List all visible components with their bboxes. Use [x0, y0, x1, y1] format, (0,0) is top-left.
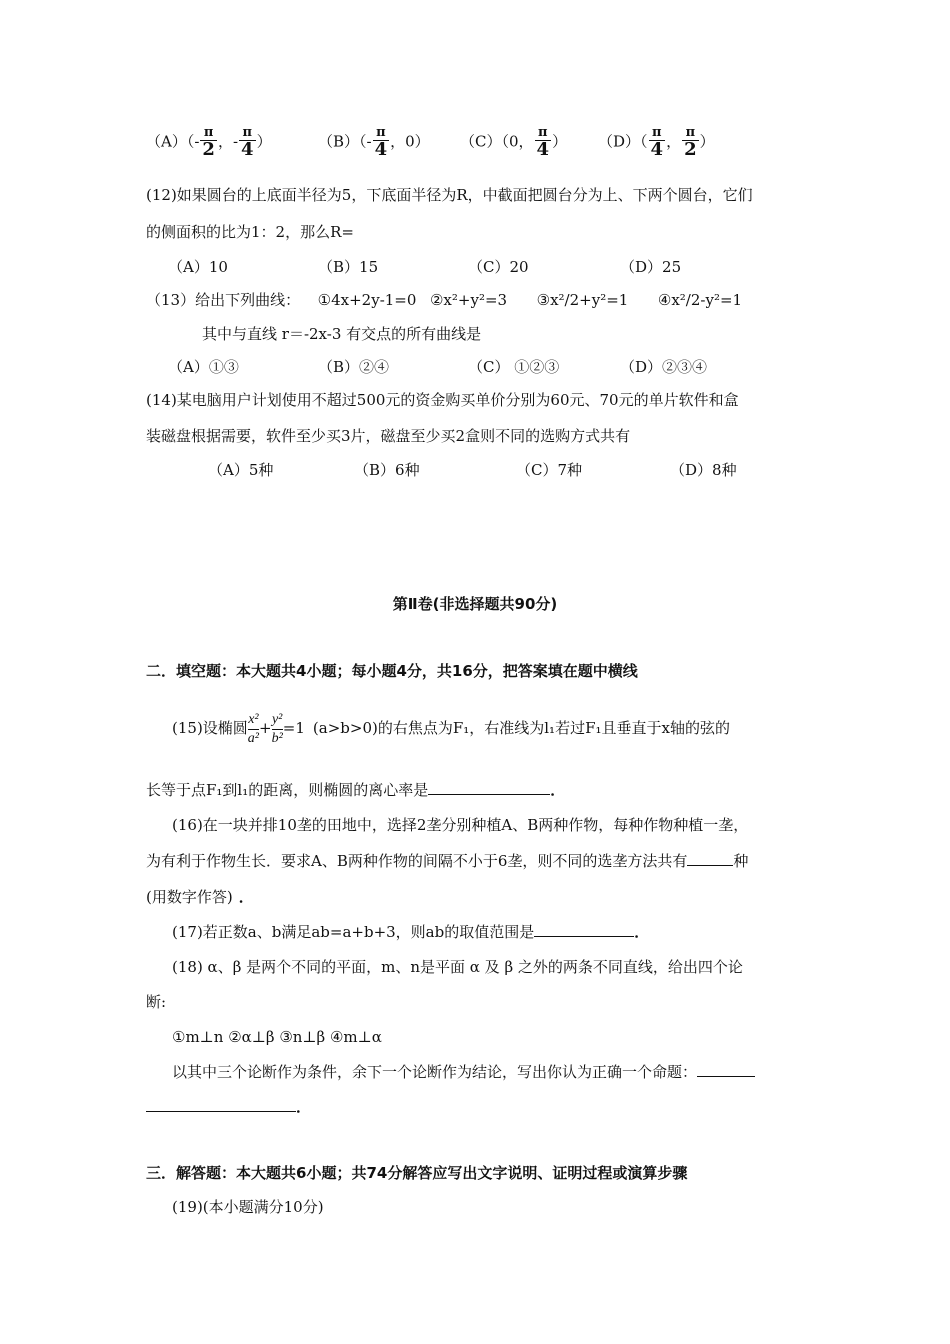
answer-blank: [697, 1062, 755, 1077]
period: ．: [238, 888, 254, 906]
q18-line5: [146, 1097, 311, 1117]
paren-close: ）: [552, 132, 568, 151]
q16-line1: (16)在一块并排10垄的田地中，选择2垄分别种植A、B两种作物，每种作物种植一垄，: [172, 816, 749, 834]
minus-sign: -: [366, 132, 372, 151]
q13-line1: [146, 290, 742, 310]
option-label: （C）（0，: [460, 132, 534, 151]
fraction: [373, 126, 390, 159]
q13-curve-1: ①4x+2y-1=0: [317, 291, 417, 309]
q14-line1: (14)某电脑用户计划使用不超过500元的资金购买单价分别为60元、70元的单片软件和盒: [146, 391, 739, 409]
q17-line: [172, 922, 649, 942]
q12-option-c: （C）20: [468, 258, 529, 276]
q11-option-c: [460, 126, 567, 159]
comma: ，: [666, 132, 682, 151]
q16-note: (用数字作答): [146, 888, 233, 906]
fraction-numerator: π: [242, 125, 253, 140]
fraction-denominator: 4: [650, 139, 664, 160]
q13-curve-3: ③x²/2+y²=1: [536, 291, 629, 309]
fraction-numerator: y²: [271, 711, 283, 727]
fraction-numerator: π: [685, 125, 696, 140]
q14-option-a: （A）5种: [208, 461, 274, 479]
period: ．: [634, 923, 650, 941]
q18-line3: ①m⊥n ②α⊥β ③n⊥β ④m⊥α: [172, 1028, 382, 1046]
q16-line3: [146, 887, 254, 907]
q12-option-b: （B）15: [318, 258, 379, 276]
fraction-denominator: 4: [536, 139, 550, 160]
q14-option-b: （B）6种: [354, 461, 420, 479]
q18-line2: 断:: [146, 993, 167, 1011]
q15-line2: [146, 780, 565, 800]
period: ．: [296, 1098, 312, 1116]
q12-option-d: （D）25: [620, 258, 682, 276]
fraction-numerator: π: [538, 125, 548, 140]
answer-blank: [687, 851, 733, 866]
fraction-denominator: 4: [241, 139, 254, 160]
q12-option-a: （A）10: [168, 258, 228, 276]
q13-curve-4: ④x²/2-y²=1: [657, 291, 743, 309]
fraction-y: [272, 711, 283, 748]
q13-option-b: （B）②④: [318, 358, 390, 376]
answer-blank: [428, 780, 550, 795]
fraction-numerator: π: [203, 125, 214, 140]
q11-option-a: [146, 126, 272, 159]
q14-option-c: （C）7种: [516, 461, 583, 479]
fraction-denominator: b²: [271, 730, 283, 746]
fraction: [535, 126, 552, 159]
fraction-denominator: a²: [247, 730, 259, 746]
period: ．: [550, 781, 566, 799]
q13-option-c: （C） ①②③: [468, 358, 560, 376]
q12-line2: 的侧面积的比为1：2，那么R=: [146, 223, 354, 241]
q16-line2: [146, 851, 748, 871]
q13-option-d: （D）②③④: [620, 358, 708, 376]
fraction-x: [248, 711, 259, 748]
q17-text: (17)若正数a、b满足ab=a+b+3，则ab的取值范围是: [172, 923, 535, 941]
plus-sign: +: [259, 719, 272, 737]
answer-blank: [534, 922, 634, 937]
equals-one: =1: [282, 719, 305, 737]
q11-option-b: [318, 126, 430, 159]
q15-rest: (a>b>0)的右焦点为F₁，右准线为l₁若过F₁且垂直于x轴的弦的: [312, 719, 730, 737]
part2-title: 第Ⅱ卷(非选择题共90分): [392, 595, 558, 613]
answer-blank: [146, 1097, 296, 1112]
q15-line1: [172, 708, 730, 748]
fraction: [682, 126, 699, 159]
section3-heading: 三．解答题：本大题共6小题；共74分解答应写出文字说明、证明过程或演算步骤: [146, 1164, 688, 1182]
option-label: （B）（: [318, 132, 367, 151]
fraction-numerator: x²: [248, 711, 259, 727]
q13-prefix: （13）给出下列曲线：: [146, 291, 301, 309]
minus-sign: -: [232, 132, 239, 151]
q18-text: 以其中三个论断作为条件，余下一个论断作为结论，写出你认为正确一个命题：: [172, 1063, 698, 1081]
q18-line1: (18) α、β 是两个不同的平面，m、n是平面 α 及 β 之外的两条不同直线，给出四个论: [172, 958, 743, 976]
option-tail: ，0）: [390, 132, 430, 151]
q13-option-a: （A）①③: [168, 358, 239, 376]
fraction: [239, 126, 256, 159]
fraction: [200, 126, 217, 159]
q11-option-d: [598, 126, 715, 159]
option-label: （A）（: [146, 132, 195, 151]
q15-prefix: (15)设椭圆: [172, 719, 248, 737]
paren-close: ）: [256, 132, 272, 151]
minus-sign: -: [194, 132, 200, 151]
q18-line4: [172, 1062, 755, 1082]
fraction-numerator: π: [652, 125, 662, 140]
q16-unit: 种: [733, 852, 749, 870]
q13-line2: 其中与直线 r＝-2x-3 有交点的所有曲线是: [202, 325, 482, 343]
q19-line: (19)(本小题满分10分): [172, 1198, 324, 1216]
q15-text: 长等于点F₁到l₁的距离，则椭圆的离心率是: [146, 781, 429, 799]
fraction-denominator: 4: [374, 139, 388, 160]
paren-close: ）: [699, 132, 715, 151]
q13-curve-2: ②x²+y²=3: [429, 291, 508, 309]
fraction-denominator: 2: [684, 139, 697, 160]
q12-line1: (12)如果圆台的上底面半径为5，下底面半径为R，中截面把圆台分为上、下两个圆台，它们: [146, 186, 753, 204]
q16-text: 为有利于作物生长．要求A、B两种作物的间隔不小于6垄，则不同的选垄方法共有: [146, 852, 688, 870]
option-label: （D）（: [598, 132, 648, 151]
q14-line2: 装磁盘根据需要，软件至少买3片，磁盘至少买2盒则不同的选购方式共有: [146, 427, 631, 445]
fraction-denominator: 2: [202, 139, 215, 160]
comma: ，: [217, 132, 233, 151]
q14-option-d: （D）8种: [670, 461, 737, 479]
fraction-numerator: π: [376, 125, 386, 140]
section2-heading: 二．填空题：本大题共4小题；每小题4分，共16分，把答案填在题中横线: [146, 662, 638, 680]
fraction: [649, 126, 666, 159]
